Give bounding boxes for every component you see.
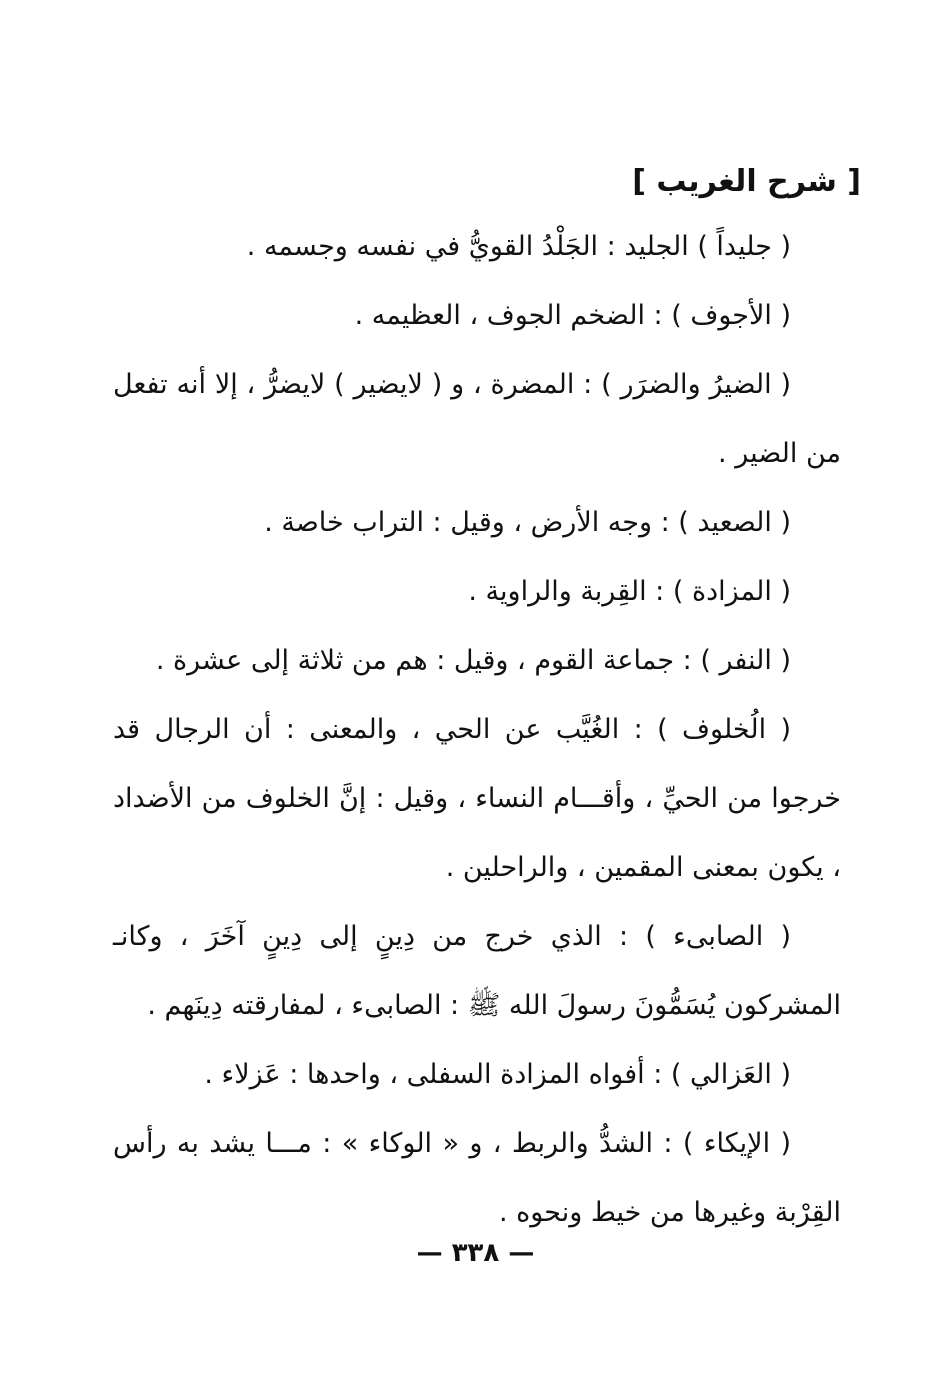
glossary-entry-jalid: ( جليداً ) الجليد : الجَلْدُ القويُّ في نفسه وجسمه . bbox=[246, 231, 791, 262]
glossary-entry-mazada: ( المزادة ) : القِربة والراوية . bbox=[468, 576, 791, 607]
glossary-entry-ikaa: ( الإيكاء ) : الشدُّ والربط ، و « الوكاء » : مـــا يشد به رأس القِرْبة وغيرها من خيط ونحوه . bbox=[113, 1128, 841, 1228]
glossary-entry-ajwaf: ( الأجوف ) : الضخم الجوف ، العظيمه . bbox=[354, 300, 791, 331]
glossary-entry-saeed: ( الصعيد ) : وجه الأرض ، وقيل : التراب خاصة . bbox=[264, 507, 791, 538]
glossary-entry-khuluf: ( الُخلوف ) : الغُيَّب عن الحي ، والمعنى : أن الرجال قد خرجوا من الحيِّ ، وأقـــام النساء ، وقيل : إنَّ الخلوف من الأضداد ، يكون بمعنى المقمين ، والراحلين . bbox=[113, 714, 841, 883]
glossary-entry-dayr: ( الضيرُ والضرَر ) : المضرة ، و ( لايضير ) لايضرُّ ، إلا أنه تفعل من الضير . bbox=[113, 369, 841, 469]
page-number: — ٣٣٨ — bbox=[416, 1238, 535, 1268]
section-heading: [ شرح الغريب ] bbox=[632, 164, 861, 199]
glossary-entry-azali: ( العَزالي ) : أفواه المزادة السفلى ، واحدها : عَزلاء . bbox=[204, 1059, 791, 1090]
glossary-entries bbox=[113, 212, 841, 1247]
glossary-entry-nafar: ( النفر ) : جماعة القوم ، وقيل : هم من ثلاثة إلى عشرة . bbox=[155, 645, 791, 676]
glossary-entry-sabi: ( الصابىء ) : الذي خرج من دِينٍ إلى دِينٍ آخَرَ ، وكانـ المشركون يُسَمُّونَ رسولَ الله ﷺ : الصابىء ، لمفارقته دِينَهم . bbox=[113, 921, 841, 1021]
